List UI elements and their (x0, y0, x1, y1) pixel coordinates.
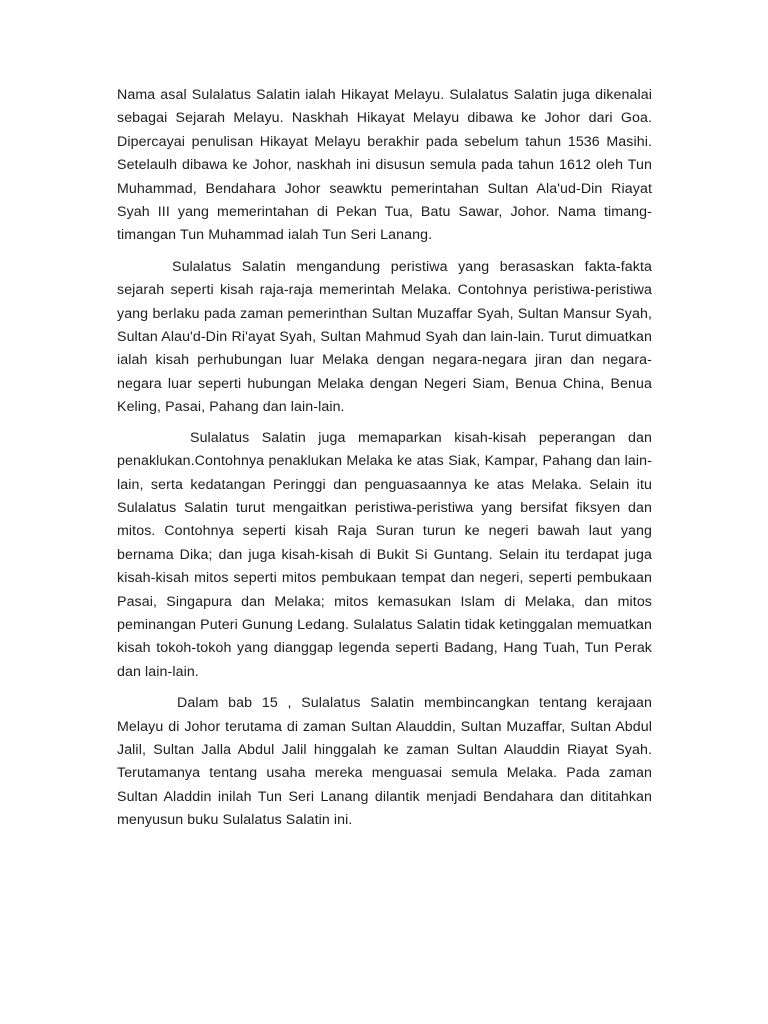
document-page (117, 84, 652, 833)
paragraph-2: Sulalatus Salatin mengandung peristiwa yang berasaskan fakta-fakta sejarah seperti kisah raja-raja memerintah Melaka. Contohnya peristiwa-peristiwa yang berlaku pada zaman pemerinthan Sultan Muzaffar Syah, Sultan Mansur Syah, Sultan Alau'd-Din Ri'ayat Syah, Sultan Mahmud Syah dan lain-lain. Turut dimuatkan ialah kisah perhubungan luar Melaka dengan negara-negara jiran dan negara-negara luar seperti hubungan Melaka dengan Negeri Siam, Benua China, Benua Keling, Pasai, Pahang dan lain-lain. (117, 258, 652, 416)
paragraph-3: Sulalatus Salatin juga memaparkan kisah-kisah peperangan dan penaklukan.Contohnya penaklukan Melaka ke atas Siak, Kampar, Pahang dan lain-lain, serta kedatangan Peringgi dan penguasaannya ke atas Melaka. Selain itu Sulalatus Salatin turut mengaitkan peristiwa-peristiwa yang bersifat fiksyen dan mitos. Contohnya seperti kisah Raja Suran turun ke negeri bawah laut yang bernama Dika; dan juga kisah-kisah di Bukit Si Guntang. Selain itu terdapat juga kisah-kisah mitos seperti mitos pembukaan tempat dan negeri, seperti pembukaan Pasai, Singapura dan Melaka; mitos kemasukan Islam di Melaka, dan mitos peminangan Puteri Gunung Ledang. Sulalatus Salatin tidak ketinggalan memuatkan kisah tokoh-tokoh yang dianggap legenda seperti Badang, Hang Tuah, Tun Perak dan lain-lain. (117, 429, 652, 680)
paragraph-4: Dalam bab 15 , Sulalatus Salatin membincangkan tentang kerajaan Melayu di Johor terutama di zaman Sultan Alauddin, Sultan Muzaffar, Sultan Abdul Jalil, Sultan Jalla Abdul Jalil hinggalah ke zaman Sultan Alauddin Riayat Syah. Terutamanya tentang usaha mereka menguasai semula Melaka. Pada zaman Sultan Aladdin inilah Tun Seri Lanang dilantik menjadi Bendahara dan dititahkan menyusun buku Sulalatus Salatin ini. (117, 695, 652, 829)
paragraph-1: Nama asal Sulalatus Salatin ialah Hikayat Melayu. Sulalatus Salatin juga dikenalai sebagai Sejarah Melayu. Naskhah Hikayat Melayu dibawa ke Johor dari Goa. Dipercayai penulisan Hikayat Melayu berakhir pada sebelum tahun 1536 Masihi. Setelaulh dibawa ke Johor, naskhah ini disusun semula pada tahun 1612 oleh Tun Muhammad, Bendahara Johor seawktu pemerintahan Sultan Ala'ud-Din Riayat Syah III yang memerintahan di Pekan Tua, Batu Sawar, Johor. Nama timang-timangan Tun Muhammad ialah Tun Seri Lanang. (117, 87, 652, 244)
